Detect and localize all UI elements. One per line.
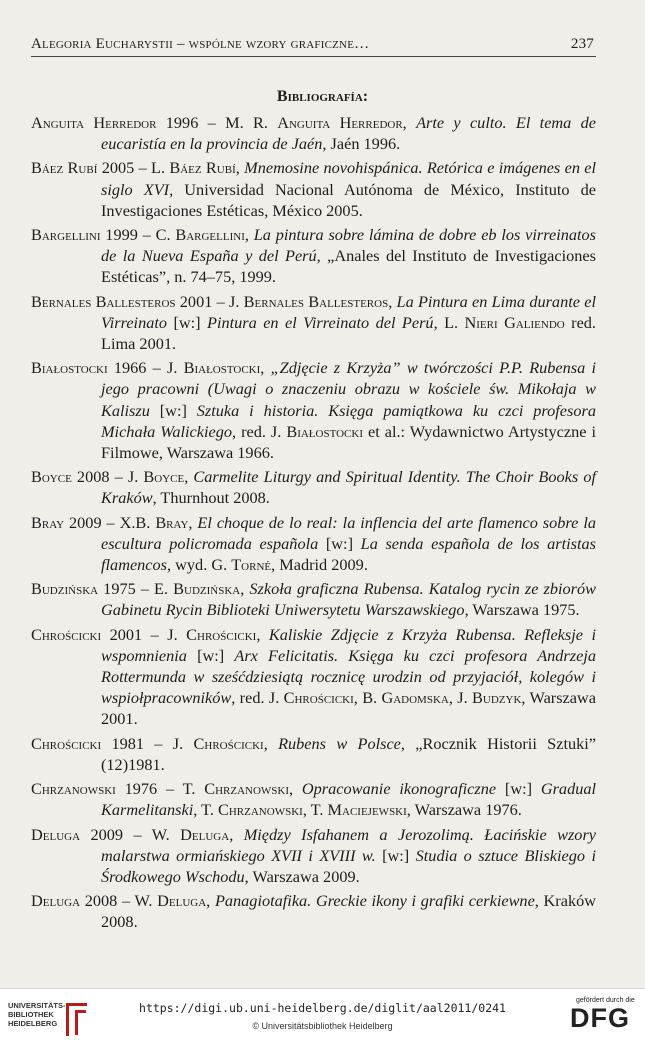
entry-text: , Warszawa 1976.	[406, 800, 522, 820]
entry-text: „Anales del Instituto de Investigaciones Estéticas”, n. 74–75, 1999.	[101, 246, 596, 287]
work-title: Panagiotafika. Greckie ikony i grafiki cerkiewne	[214, 891, 535, 911]
work-title: Opracowanie ikonograficzne	[301, 779, 497, 799]
entry-text: , red. J.	[231, 688, 284, 708]
author-name: Chrościcki	[193, 733, 264, 753]
entry-text: , „Rocznik Historii Sztuki” (12)1981.	[101, 733, 596, 774]
entry-text: Universidad Nacional Autónoma de México, Instituto de Investigaciones Estéticas, México 2005.	[101, 179, 596, 220]
author-name: Deluga	[157, 891, 207, 911]
bibliography-list	[31, 112, 596, 936]
work-title: La pintura sobre lámina de dobre eb los virreinatos de la Nueva España y del Perú,	[101, 225, 597, 266]
author-name: Báez Rubí	[169, 158, 236, 178]
bibliography-entry	[31, 112, 596, 154]
author-name: Báez Rubí	[31, 158, 98, 178]
work-title: Kaliskie Zdjęcie z Krzyża Rubensa. Refleksje i wspomnienia	[101, 624, 596, 665]
entry-text: 1981 – J.	[101, 733, 194, 753]
copyright-notice: © Universitätsbibliothek Heidelberg	[252, 1021, 393, 1031]
work-title: Pintura en el Virreinato del Perú	[207, 312, 434, 332]
bibliography-entry	[31, 624, 596, 730]
bibliography-entry	[31, 466, 596, 508]
entry-text: , Kraków 2008.	[101, 891, 596, 932]
entry-text: ,	[263, 733, 279, 753]
author-name: Chrościcki	[186, 624, 257, 644]
library-logo-line: BIBLIOTHEK	[8, 1010, 54, 1019]
section-title: Bibliografía:	[276, 88, 369, 105]
author-name: Chrzanowski	[218, 800, 303, 820]
running-header	[31, 36, 596, 57]
author-name: Deluga	[180, 824, 230, 844]
library-logo-line: UNIVERSITÄTS-	[8, 1001, 66, 1010]
entry-text: 2008 – W.	[80, 891, 158, 911]
bibliography-entry	[31, 578, 596, 620]
author-name: Bray	[155, 512, 189, 532]
bibliography-entry	[31, 733, 596, 775]
work-title: Gradual Karmelitanski	[101, 779, 597, 820]
bibliography-entry	[31, 224, 596, 288]
bibliography-entry	[31, 291, 596, 355]
work-title: „Zdjęcie z Krzyża” w twórczości P.P. Rubensa i jego pracowni (Uwagi o znaczeniu obrazu w kościele św. Mikołaja w Kaliszu	[101, 358, 596, 420]
work-title: El choque de lo real: la inflencia del arte flamenco sobre la escultura policromada española	[101, 512, 596, 553]
author-name: Białostocki	[183, 358, 261, 378]
author-name: Chrzanowski	[204, 779, 290, 799]
dfg-wordmark: DFG	[570, 1003, 630, 1033]
work-title: Carmelite Liturgy and Spiritual Identity. The Choir Books of Kraków	[101, 467, 596, 508]
author-name: Gadomska	[381, 688, 449, 708]
entry-text: , Madrid 2009.	[271, 555, 368, 575]
entry-text: ,	[402, 113, 417, 132]
work-title: Szkoła graficzna Rubensa. Katalog rycin ze zbiorów Gabinetu Rycin Biblioteki Uniwersytetu Warszawskiego	[101, 579, 596, 620]
author-name: Bargellini	[31, 225, 101, 245]
author-name: Budzińska	[173, 579, 241, 599]
entry-text: 2009 – W.	[80, 824, 181, 844]
entry-text: 2001 – J.	[101, 624, 187, 644]
entry-text: ,	[235, 158, 245, 178]
entry-text: ,	[188, 512, 198, 532]
work-title: La senda española de los artistas flamencos	[101, 533, 596, 575]
entry-text: , wyd. G.	[167, 555, 232, 575]
entry-text: Jaén 1996.	[326, 134, 401, 154]
entry-text: 2008 – J.	[71, 467, 144, 487]
entry-text: 1975 – E.	[98, 579, 174, 599]
author-name: Bernales Ballesteros	[243, 291, 389, 311]
entry-text: ,	[206, 891, 215, 911]
entry-text: 1966 – J.	[107, 358, 184, 378]
entry-text: 2009 – X.B.	[64, 512, 156, 532]
entry-text: 1999 – C.	[100, 225, 176, 245]
entry-text: [w:]	[318, 533, 361, 553]
author-name: Bargellini	[175, 225, 245, 245]
entry-text: 2001 – J.	[175, 291, 244, 311]
bibliography-entry	[31, 157, 596, 221]
page-number: 237	[570, 36, 594, 52]
entry-text: 1996 – M. R.	[156, 113, 278, 132]
work-title: Rubens w Polsce	[278, 733, 401, 753]
entry-text: , L.	[433, 312, 465, 332]
work-title: Studia o sztuce Bliskiego i Środkowego Wschodu	[101, 845, 596, 886]
author-name: Boyce	[31, 467, 72, 487]
bibliography-entry	[31, 778, 596, 820]
entry-text: ,	[184, 467, 194, 487]
bibliography-entry	[31, 512, 596, 576]
footer-bar	[0, 988, 645, 1046]
author-name: Chrościcki	[31, 624, 102, 644]
entry-text: ,	[229, 824, 244, 844]
entry-text: [w:]	[167, 312, 208, 332]
author-name: Chrościcki	[31, 733, 102, 753]
author-name: Budzińska	[31, 579, 99, 599]
author-name: Deluga	[31, 824, 81, 844]
work-title: La Pintura en Lima durante el Virreinato	[101, 291, 596, 332]
entry-text: [w:]	[186, 645, 235, 665]
entry-text: [w:]	[496, 779, 541, 799]
author-name: Boyce	[143, 467, 185, 487]
dfg-logo[interactable]	[570, 997, 638, 1032]
entry-text: red. Lima 2001.	[101, 312, 597, 354]
bibliography-entry	[31, 824, 596, 888]
entry-text: , J.	[448, 688, 473, 708]
entry-text: et al.: Wydawnictwo Artystyczne i Filmowe, Warszawa 1966.	[101, 421, 597, 463]
entry-text: [w:]	[375, 845, 416, 865]
work-title: Między Isfahanem a Jerozolimą. Łacińskie wzory malarstwa ormiańskiego XVII i XVIII w.	[101, 824, 597, 865]
entry-text: ,	[256, 624, 269, 644]
permalink-url[interactable]: https://digi.ub.uni-heidelberg.de/diglit/aal2011/0241	[139, 1001, 506, 1015]
author-name: Deluga	[31, 891, 81, 911]
entry-text: [w:]	[149, 400, 197, 420]
author-name: Torné	[231, 555, 272, 575]
bibliography-entry	[31, 357, 596, 463]
dfg-tagline: gefördert durch die	[576, 997, 635, 1004]
entry-text: ,	[260, 358, 271, 378]
running-title: Alegoria Eucharystii – wspólne wzory graficzne…	[31, 36, 370, 52]
author-name: Chrościcki	[283, 688, 354, 708]
author-name: Białostocki	[286, 421, 363, 441]
author-name: Bernales Ballesteros	[31, 291, 176, 311]
author-name: Bray	[31, 512, 65, 532]
work-title: Arte y culto. El tema de eucaristía en la provincia de Jaén,	[101, 113, 597, 154]
work-title: Mnemosine novohispánica. Retórica e imágenes en el siglo XVI,	[101, 158, 597, 199]
author-name: Anguita Herredor	[277, 113, 403, 132]
library-logo-line: HEIDELBERG	[8, 1019, 58, 1028]
bibliography-entry	[31, 890, 596, 932]
author-name: Białostocki	[31, 358, 108, 378]
author-name: Budzyk	[472, 688, 522, 708]
entry-text: , red. J.	[232, 421, 287, 441]
entry-text: , T.	[302, 800, 328, 820]
entry-text: ,	[289, 779, 302, 799]
entry-text: ,	[388, 291, 397, 311]
entry-text: , B.	[353, 688, 382, 708]
entry-text: 1976 – T.	[115, 779, 205, 799]
author-name: Anguita Herredor	[31, 113, 157, 132]
work-title: Sztuka i historia. Księga pamiątkowa ku czci profesora Michała Walickiego	[101, 400, 596, 441]
author-name: Nieri Galiendo	[464, 312, 565, 332]
entry-text: , Thurnhout 2008.	[152, 488, 270, 508]
entry-text: , T.	[193, 800, 218, 820]
entry-text: ,	[240, 579, 250, 599]
author-name: Chrzanowski	[31, 779, 116, 799]
entry-text: ,	[244, 225, 254, 245]
entry-text: , Warszawa 2001.	[101, 688, 596, 729]
entry-text: , Warszawa 1975.	[464, 600, 580, 620]
author-name: Maciejewski	[327, 800, 407, 820]
entry-text: 2005 – L.	[97, 158, 170, 178]
work-title: Arx Felicitatis. Księga ku czci profesora Andrzeja Rottermunda w sześćdziesiątą rocznicę urodzin od przyjaciół, kolegów i wspiołpracowników	[101, 645, 596, 708]
entry-text: , Warszawa 2009.	[244, 866, 360, 886]
